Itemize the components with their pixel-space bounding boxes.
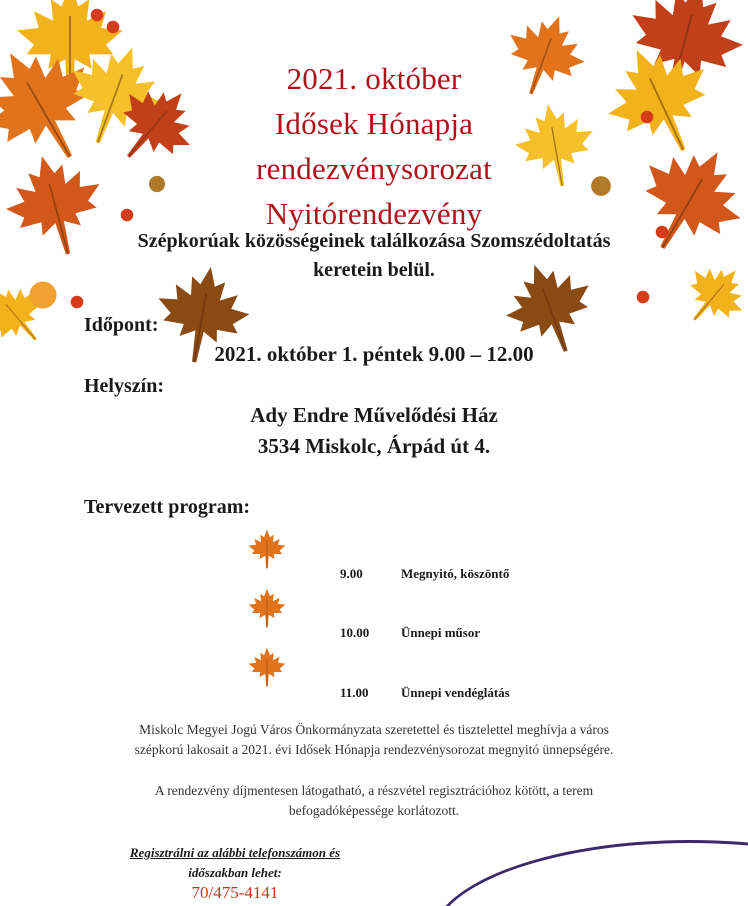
phone-number[interactable]: 70/475-4141 (191, 883, 279, 902)
registration-line-1: Regisztrálni az alábbi telefonszámon és (129, 845, 341, 860)
title-line-series: rendezvénysorozat (256, 151, 492, 186)
program-name-2: Ünnepi műsor (401, 625, 481, 640)
subtitle-line-2: keretein belül. (313, 259, 435, 281)
berry-icon (106, 20, 120, 34)
subtitle-line-1: Szépkorúak közösségeinek találkozása Szomszédoltatás (137, 230, 611, 252)
title-line-month: Idősek Hónapja (274, 106, 474, 141)
berry-icon (70, 295, 84, 309)
berry-icon (90, 8, 104, 22)
invitation-line-2: szépkorú lakosait a 2021. évi Idősek Hónapja rendezvénysorozat megnyitó ünnepségére. (134, 742, 614, 757)
event-title (0, 56, 748, 236)
maple-leaf-icon (246, 527, 288, 571)
berry-icon (636, 290, 650, 304)
program-name-3: Ünnepi vendéglátás (401, 685, 510, 700)
lantern-icon (28, 280, 58, 310)
registration-line-2: időszakban lehet: (188, 865, 282, 880)
access-paragraph (60, 781, 688, 821)
access-line-2: befogadóképessége korlátozott. (288, 803, 460, 818)
title-line-date: 2021. október (286, 61, 462, 96)
registration-note (100, 843, 370, 883)
program-time-2: 10.00 (340, 625, 370, 640)
time-label: Időpont: (84, 314, 159, 336)
maple-leaf-icon (246, 586, 288, 630)
time-value: 2021. október 1. péntek 9.00 – 12.00 (214, 342, 534, 366)
event-subtitle (90, 227, 658, 285)
access-line-1: A rendezvény díjmentesen látogatható, a részvétel regisztrációhoz kötött, a terem (154, 783, 594, 798)
place-name: Ady Endre Művelődési Ház (250, 403, 498, 427)
program-heading: Tervezett program: (84, 496, 251, 518)
program-time-3: 11.00 (340, 685, 369, 700)
program-time-1: 9.00 (340, 566, 363, 581)
invitation-line-1: Miskolc Megyei Jogú Város Önkormányzata szeretettel és tisztelettel meghívja a város (139, 722, 609, 737)
decorative-arc (430, 840, 748, 906)
program-name-1: Megnyitó, köszöntő (401, 566, 510, 581)
invitation-paragraph (60, 720, 688, 760)
maple-leaf-icon (246, 645, 288, 689)
place-label: Helyszín: (84, 375, 164, 397)
title-line-opening: Nyitórendezvény (265, 196, 483, 231)
place-address: 3534 Miskolc, Árpád út 4. (257, 434, 491, 458)
